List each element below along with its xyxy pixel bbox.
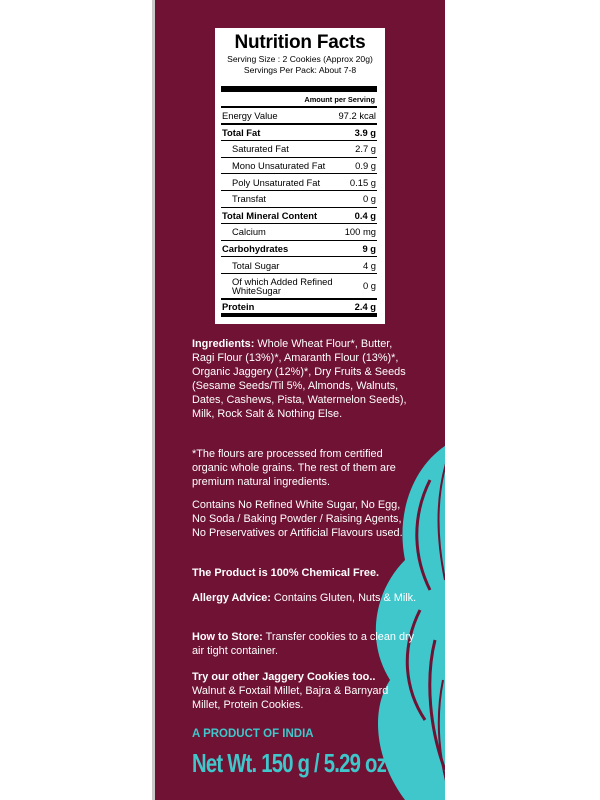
- chemical-free-block: [192, 566, 417, 580]
- table-row: [221, 125, 377, 142]
- net-weight: Net Wt. 150 g / 5.29 oz: [192, 748, 386, 778]
- row-value: 0 g: [362, 280, 376, 292]
- nutrition-table: [221, 86, 377, 317]
- row-label: Protein: [222, 300, 255, 312]
- row-value: 0.4 g: [354, 209, 376, 221]
- row-label: Of which Added Refined WhiteSugar: [232, 275, 333, 296]
- other-cookies-block: [192, 670, 417, 712]
- product-of-india: A PRODUCT OF INDIA: [192, 728, 314, 740]
- other-cookies-label: Try our other Jaggery Cookies too..: [192, 671, 376, 683]
- table-row: [221, 174, 377, 191]
- row-label: Calcium: [232, 226, 266, 238]
- contains-block: [192, 498, 417, 540]
- table-row: [221, 241, 377, 258]
- package-back-panel: [155, 0, 445, 800]
- row-value: 2.7 g: [355, 143, 376, 155]
- row-value: 2.4 g: [354, 300, 376, 312]
- serving-size: Serving Size : 2 Cookies (Approx 20g): [227, 54, 373, 64]
- store-label: How to Store:: [192, 631, 263, 643]
- row-label: Carbohydrates: [222, 243, 289, 255]
- row-value: 0.9 g: [355, 160, 376, 172]
- row-label: Total Mineral Content: [222, 209, 318, 221]
- row-value: 97.2 kcal: [338, 109, 376, 121]
- table-row: [221, 158, 377, 175]
- row-label: Saturated Fat: [232, 143, 289, 155]
- row-value: 100 mg: [344, 226, 376, 238]
- table-row: [221, 274, 377, 300]
- row-value: 3.9 g: [354, 126, 376, 138]
- row-label: Transfat: [232, 193, 267, 205]
- hair-illustration-icon: [335, 440, 445, 800]
- row-value: 4 g: [362, 259, 376, 271]
- table-row: [221, 257, 377, 274]
- store-block: [192, 630, 417, 658]
- table-row: [221, 224, 377, 241]
- row-label: Energy Value: [222, 109, 278, 121]
- allergy-block: [192, 591, 417, 605]
- row-value: 0.15 g: [349, 176, 376, 188]
- ingredients-block: [192, 337, 417, 421]
- row-label: Total Sugar: [232, 259, 280, 271]
- table-row: [221, 191, 377, 208]
- row-label: Total Fat: [222, 126, 261, 138]
- flour-note-text: *The flours are processed from certified organic whole grains. The rest of them are premium natural ingredients.: [192, 448, 396, 488]
- allergy-label: Allergy Advice:: [192, 592, 271, 604]
- nutrition-facts-label: [215, 28, 385, 324]
- other-cookies-text: Walnut & Foxtail Millet, Bajra & Barnyard Millet, Protein Cookies.: [192, 685, 389, 711]
- flour-note: [192, 447, 417, 489]
- row-label: Poly Unsaturated Fat: [232, 176, 321, 188]
- table-row: [221, 300, 377, 317]
- chemical-free-text: The Product is 100% Chemical Free.: [192, 567, 380, 579]
- allergy-text: Contains Gluten, Nuts & Milk.: [270, 592, 417, 604]
- servings-per-pack: Servings Per Pack: About 7-8: [243, 65, 357, 75]
- table-row: [221, 208, 377, 225]
- ingredients-label: Ingredients:: [192, 338, 255, 350]
- store-text: Transfer cookies to a clean dry air tight container.: [192, 631, 415, 657]
- row-label: Mono Unsaturated Fat: [232, 160, 326, 172]
- contains-text: Contains No Refined White Sugar, No Egg, No Soda / Baking Powder / Raising Agents, No Preservatives or Artificial Flavours used.: [192, 499, 403, 539]
- row-value: 9 g: [362, 243, 376, 255]
- ingredients-text: Whole Wheat Flour*, Butter, Ragi Flour (13%)*, Amaranth Flour (13%)*, Organic Jaggery (12%)*, Dry Fruits & Seeds (Sesame Seeds/Til 5%, Almonds, Walnuts, Dates, Cashews, Pista, Watermelon Seeds), Milk, Rock Salt & Nothing Else.: [192, 338, 407, 420]
- table-row: [221, 108, 377, 125]
- amount-header: Amount per Serving: [221, 92, 377, 108]
- table-row: [221, 141, 377, 158]
- row-value: 0 g: [362, 193, 376, 205]
- nutrition-title: Nutrition Facts: [234, 32, 366, 53]
